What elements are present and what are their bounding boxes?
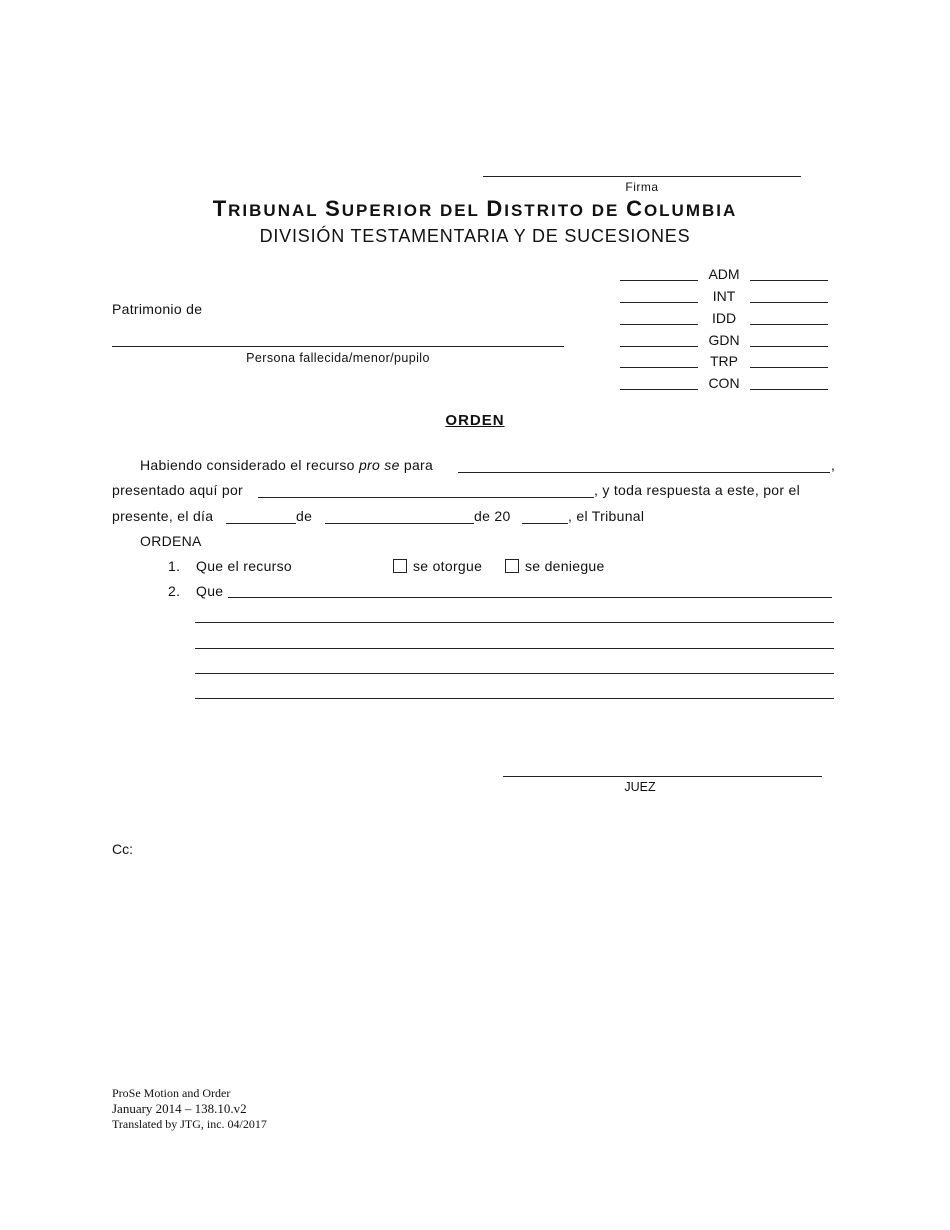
footer-form-version: January 2014 – 138.10.v2 <box>112 1101 247 1116</box>
order-text-line[interactable] <box>195 698 834 699</box>
order-text-line[interactable] <box>228 597 832 598</box>
day-line[interactable] <box>226 523 296 524</box>
code-left-line[interactable] <box>620 324 698 325</box>
text-para: para <box>399 457 434 473</box>
case-code-row <box>620 332 830 352</box>
code-label: ADM <box>708 266 740 282</box>
code-left-line[interactable] <box>620 280 698 281</box>
deny-checkbox[interactable] <box>505 559 519 573</box>
comma: , <box>831 457 836 473</box>
code-left-line[interactable] <box>620 346 698 347</box>
code-right-line[interactable] <box>750 324 828 325</box>
code-label: GDN <box>708 332 740 348</box>
code-label: INT <box>712 288 736 304</box>
month-line[interactable] <box>325 523 474 524</box>
code-right-line[interactable] <box>750 302 828 303</box>
code-label: CON <box>708 375 740 391</box>
order-text-line[interactable] <box>195 648 834 649</box>
footer-translation: Translated by JTG, inc. 04/2017 <box>112 1117 267 1131</box>
text-presented-by: presentado aquí por <box>112 482 244 498</box>
court-title: TRIBUNAL SUPERIOR DEL DISTRITO DE COLUMBIA <box>212 196 738 221</box>
code-right-line[interactable] <box>750 389 828 390</box>
footer-form-name: ProSe Motion and Order <box>112 1086 231 1100</box>
division-subtitle: DIVISIÓN TESTAMENTARIA Y DE SUCESIONES <box>259 226 691 246</box>
cc-label: Cc: <box>112 841 133 857</box>
text-pro-se: pro se <box>358 457 400 473</box>
order-paragraph-line-1 <box>140 457 840 477</box>
item-1-number: 1. <box>168 558 181 574</box>
estate-name-line[interactable] <box>112 346 564 347</box>
code-left-line[interactable] <box>620 302 698 303</box>
motion-purpose-line[interactable] <box>458 472 830 473</box>
item-1-text: Que el recurso <box>196 558 293 574</box>
text-considered: Habiendo considerado el recurso <box>140 457 359 473</box>
year-line[interactable] <box>522 523 568 524</box>
code-left-line[interactable] <box>620 389 698 390</box>
case-code-row <box>620 310 830 330</box>
estate-label: Patrimonio de <box>112 301 203 317</box>
text-de-20: de 20 <box>474 508 511 524</box>
order-heading: ORDEN <box>445 412 505 429</box>
signature-line[interactable] <box>483 176 801 177</box>
order-text-line[interactable] <box>195 622 834 623</box>
case-code-row <box>620 288 830 308</box>
judge-signature-line[interactable] <box>503 776 822 777</box>
code-right-line[interactable] <box>750 346 828 347</box>
grant-checkbox[interactable] <box>393 559 407 573</box>
presented-by-line[interactable] <box>258 497 594 498</box>
grant-label: se otorgue <box>413 558 483 574</box>
item-2-number: 2. <box>168 583 181 599</box>
text-response: , y toda respuesta a este, por el <box>594 482 801 498</box>
signature-label: Firma <box>625 180 659 194</box>
item-2-text: Que <box>196 583 224 599</box>
case-code-row <box>620 353 830 373</box>
estate-caption: Persona fallecida/menor/pupilo <box>246 351 430 365</box>
case-code-row <box>620 266 830 286</box>
deny-label: se deniegue <box>525 558 605 574</box>
judge-label: JUEZ <box>624 780 656 794</box>
code-label: TRP <box>710 353 738 369</box>
case-code-row <box>620 375 830 395</box>
text-present-day: presente, el día <box>112 508 214 524</box>
code-right-line[interactable] <box>750 280 828 281</box>
code-label: IDD <box>711 310 737 326</box>
ordena-label: ORDENA <box>140 533 202 549</box>
code-right-line[interactable] <box>750 367 828 368</box>
text-de: de <box>296 508 313 524</box>
text-tribunal: , el Tribunal <box>568 508 645 524</box>
code-left-line[interactable] <box>620 367 698 368</box>
order-text-line[interactable] <box>195 673 834 674</box>
